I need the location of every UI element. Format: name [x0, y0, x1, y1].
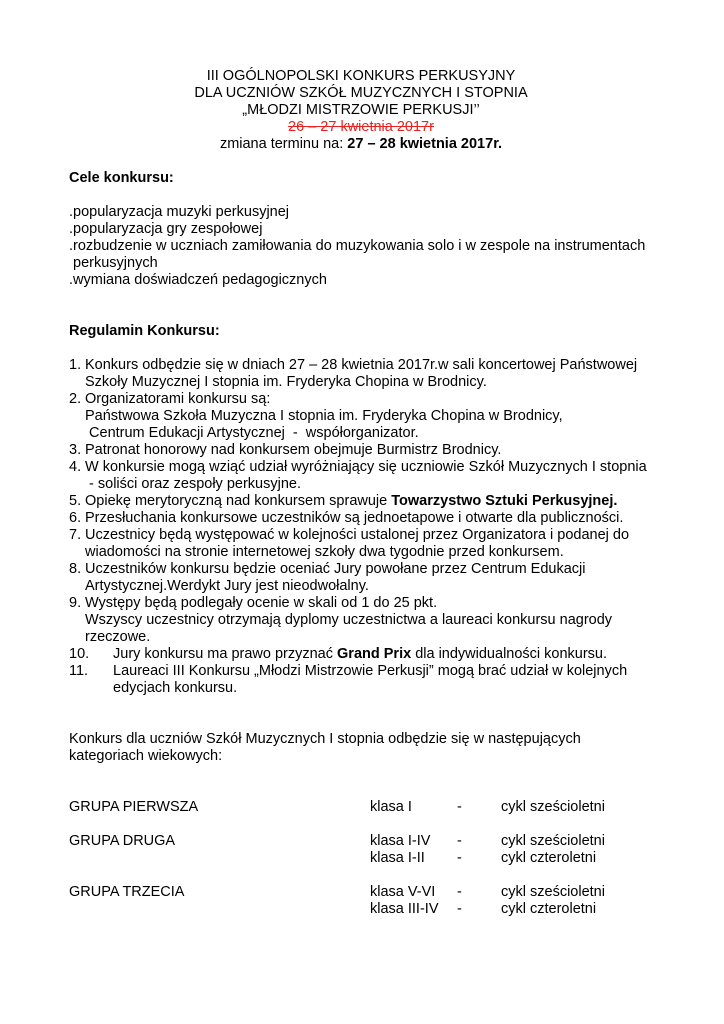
group-name: GRUPA DRUGA: [69, 833, 176, 849]
rule-number: 5.: [69, 493, 82, 509]
rule-text-part: dla indywidualności konkursu.: [411, 646, 608, 662]
goal-item: .popularyzacja muzyki perkusyjnej: [69, 204, 290, 220]
date-change-prefix: zmiana terminu na:: [219, 136, 348, 152]
rule-item: [69, 510, 669, 527]
rule-text: W konkursie mogą wziąć udział wyróżniający się uczniowie Szkół Muzycznych I stopnia: [85, 459, 647, 475]
rule-item: [69, 595, 669, 646]
group-class: klasa I-IV: [370, 833, 431, 849]
rule-text: [113, 646, 669, 663]
grand-prix: Grand Prix: [337, 646, 412, 662]
group-row: [69, 850, 669, 867]
group-cycle: cykl czteroletni: [501, 850, 597, 866]
goals-title: Cele konkursu:: [69, 170, 174, 186]
organization-name: Towarzystwo Sztuki Perkusyjnej.: [391, 493, 618, 509]
group-row: [69, 833, 669, 850]
rule-text: Występy będą podlegały ocenie w skali od 1 do 25 pkt.: [85, 595, 438, 611]
goal-item: perkusyjnych: [69, 255, 158, 271]
rule-item: [69, 391, 669, 442]
rule-text: wiadomości na stronie internetowej szkoły dwa tygodnie przed konkursem.: [85, 544, 564, 560]
rule-number: 3.: [69, 442, 82, 458]
rule-item: [69, 442, 669, 459]
date-change-line: [69, 136, 653, 153]
categories-intro-1: Konkurs dla uczniów Szkół Muzycznych I stopnia odbędzie się w następujących: [69, 731, 581, 747]
rules-list: [69, 357, 669, 697]
header-line-1: III OGÓLNOPOLSKI KONKURS PERKUSYJNY: [206, 68, 516, 84]
group-dash: -: [457, 884, 462, 900]
old-date-struck: 26 – 27 kwietnia 2017r: [288, 119, 434, 135]
group-row: [69, 884, 669, 901]
group-name: GRUPA TRZECIA: [69, 884, 185, 900]
goal-item: .wymiana doświadczeń pedagogicznych: [69, 272, 327, 288]
goals-list: [69, 204, 669, 289]
rule-number: 4.: [69, 459, 82, 475]
group-row: [69, 799, 669, 816]
group-cycle: cykl sześcioletni: [501, 799, 605, 815]
rule-text: Państwowa Szkoła Muzyczna I stopnia im. Fryderyka Chopina w Brodnicy,: [85, 408, 563, 424]
rule-number: 7.: [69, 527, 82, 543]
rule-text: Konkurs odbędzie się w dniach 27 – 28 kwietnia 2017r.w sali koncertowej Państwowej: [85, 357, 638, 373]
rule-text: Przesłuchania konkursowe uczestników są jednoetapowe i otwarte dla publiczności.: [85, 510, 624, 526]
group-dash: -: [457, 833, 462, 849]
rule-number: 1.: [69, 357, 82, 373]
rule-text-part: Jury konkursu ma prawo przyznać: [113, 646, 338, 662]
document-page: [69, 68, 669, 918]
group-dash: -: [457, 901, 462, 917]
rule-text: Wszyscy uczestnicy otrzymają dyplomy uczestnictwa a laureaci konkursu nagrody: [85, 612, 613, 628]
rule-text: edycjach konkursu.: [113, 680, 238, 696]
group-row: [69, 901, 669, 918]
rule-text: - soliści oraz zespoły perkusyjne.: [85, 476, 301, 492]
rule-text: Patronat honorowy nad konkursem obejmuje Burmistrz Brodnicy.: [85, 442, 502, 458]
group-dash: -: [457, 850, 462, 866]
header-line-3: „MŁODZI MISTRZOWIE PERKUSJI’’: [242, 102, 480, 118]
rule-text-part: Opiekę merytoryczną nad konkursem sprawuje: [85, 493, 392, 509]
rules-title: Regulamin Konkursu:: [69, 323, 220, 339]
group-class: klasa V-VI: [370, 884, 436, 900]
rule-number: 9.: [69, 595, 82, 611]
document-header: [69, 68, 653, 153]
goal-item: .popularyzacja gry zespołowej: [69, 221, 263, 237]
rule-text: Uczestników konkursu będzie oceniać Jury powołane przez Centrum Edukacji: [85, 561, 586, 577]
rule-item: [69, 663, 669, 697]
age-groups: [69, 799, 669, 918]
rule-item: [69, 493, 669, 510]
new-date: 27 – 28 kwietnia 2017r.: [347, 136, 503, 152]
rule-number: 10.: [69, 646, 90, 662]
group-class: klasa I-II: [370, 850, 425, 866]
rule-number: 11.: [69, 663, 89, 679]
goal-item: .rozbudzenie w uczniach zamiłowania do muzykowania solo i w zespole na instrumentach: [69, 238, 646, 254]
group-class: klasa I: [370, 799, 412, 815]
group-cycle: cykl sześcioletni: [501, 833, 605, 849]
rule-text: Centrum Edukacji Artystycznej - współorganizator.: [85, 425, 419, 441]
group-name: GRUPA PIERWSZA: [69, 799, 199, 815]
rule-text: Artystycznej.Werdykt Jury jest nieodwołalny.: [85, 578, 369, 594]
group-cycle: cykl sześcioletni: [501, 884, 605, 900]
rule-text: Laureaci III Konkursu „Młodzi Mistrzowie Perkusji” mogą brać udział w kolejnych: [113, 663, 628, 679]
group-dash: -: [457, 799, 462, 815]
rule-number: 2.: [69, 391, 82, 407]
rule-number: 8.: [69, 561, 82, 577]
rule-text: [85, 493, 669, 510]
rule-item: [69, 357, 669, 391]
rule-item: [69, 646, 669, 663]
rule-text: rzeczowe.: [85, 629, 151, 645]
categories-intro-2: kategoriach wiekowych:: [69, 748, 223, 764]
group-cycle: cykl czteroletni: [501, 901, 597, 917]
rule-number: 6.: [69, 510, 82, 526]
rule-text: Uczestnicy będą występować w kolejności ustalonej przez Organizatora i podanej do: [85, 527, 630, 543]
rule-text: Szkoły Muzycznej I stopnia im. Fryderyka Chopina w Brodnicy.: [85, 374, 487, 390]
rule-text: Organizatorami konkursu są:: [85, 391, 271, 407]
rule-item: [69, 459, 669, 493]
rule-item: [69, 527, 669, 561]
header-line-2: DLA UCZNIÓW SZKÓŁ MUZYCZNYCH I STOPNIA: [194, 85, 528, 101]
rule-item: [69, 561, 669, 595]
group-class: klasa III-IV: [370, 901, 439, 917]
